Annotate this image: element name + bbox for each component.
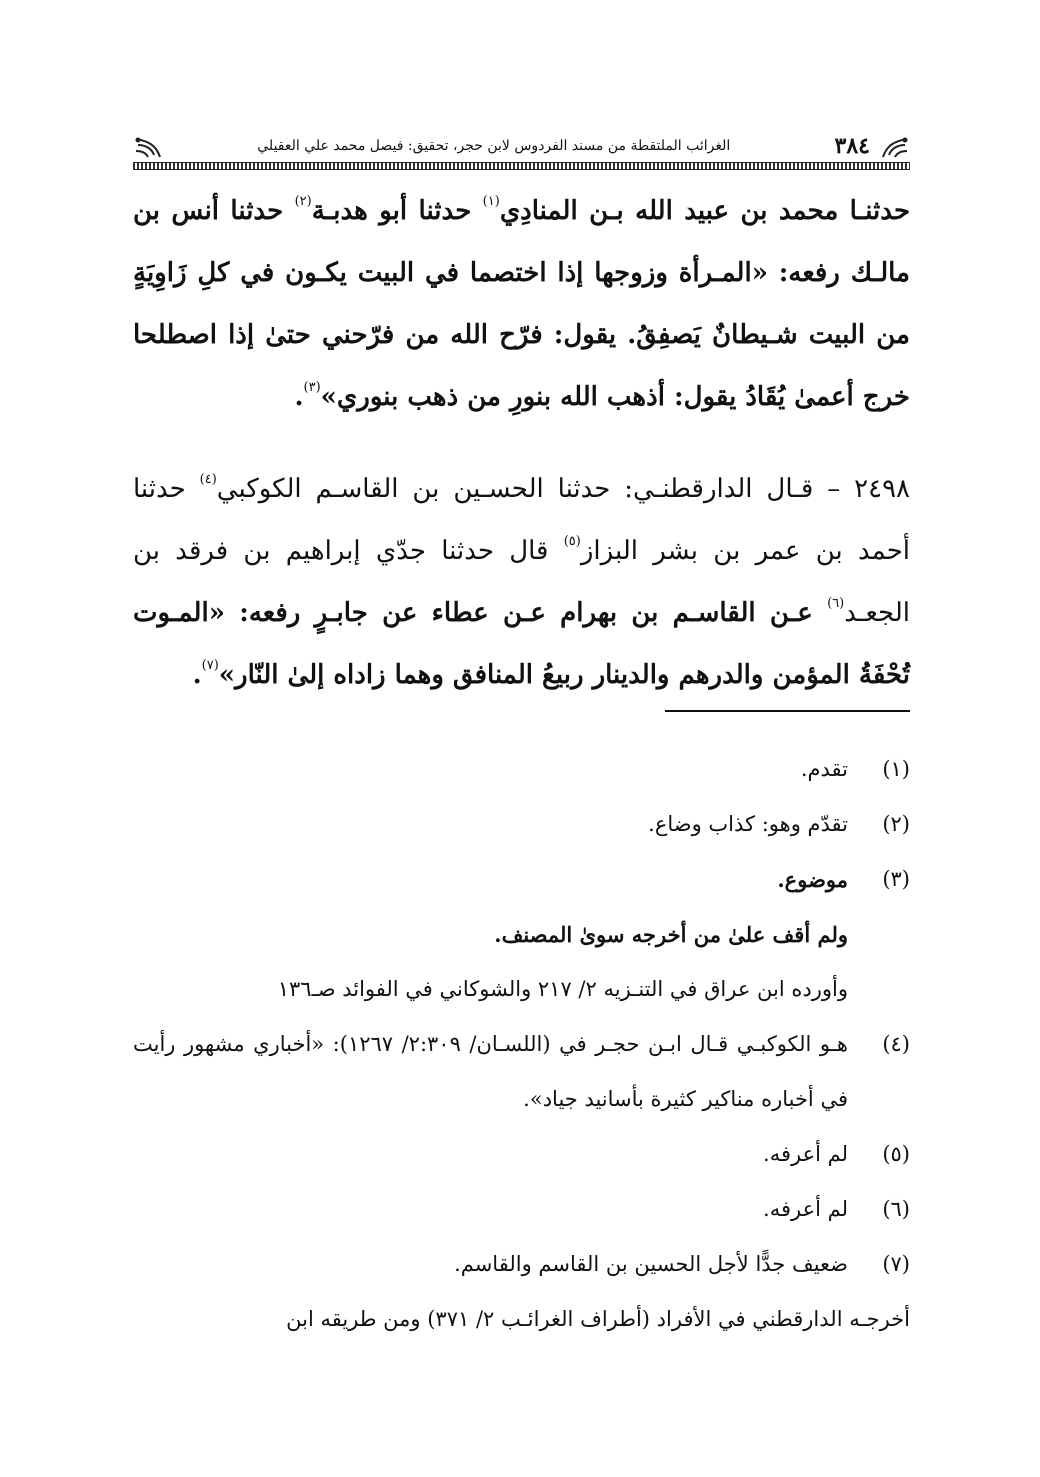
footnote-3-line-3 bbox=[133, 962, 910, 1017]
footnote-text: ضعيف جدًّا لأجل الحسين بن القاسم والقاسم. bbox=[454, 1252, 848, 1276]
footnote-text: تقدّم وهو: كذاب وضاع. bbox=[648, 812, 848, 836]
footnote-4 bbox=[133, 1017, 910, 1127]
footnote-ref-2[interactable]: (٢) bbox=[294, 194, 312, 209]
header-row bbox=[133, 128, 910, 160]
paragraph-2-a: ٢٤٩٨ – قـال الدارقطنـي: حدثنا الحسـين بن القاسـم الكوكبي bbox=[216, 474, 910, 504]
paragraph-2-e: . bbox=[192, 660, 202, 690]
footnote-number: (٤) bbox=[882, 1032, 910, 1056]
footnote-text: لم أعرفه. bbox=[763, 1197, 848, 1221]
footnote-ref-4[interactable]: (٤) bbox=[199, 472, 217, 487]
ornament-right-icon bbox=[880, 134, 910, 160]
footnote-2 bbox=[133, 797, 910, 852]
footnote-1 bbox=[133, 742, 910, 797]
footnote-number: (١) bbox=[882, 757, 910, 781]
footnote-text: هـو الكوكبـي قـال ابـن حجـر في (اللسـان/ ٢:٣٠٩/ ١٢٦٧): «أخباري مشهور رأيت في أخباره مناكير كثيرة بأسانيد جياد». bbox=[133, 1032, 848, 1111]
footnote-text: لم أعرفه. bbox=[763, 1142, 848, 1166]
paragraph-1-a: حدثنـا محمد بن عبيد الله بـن المنادِي bbox=[499, 196, 911, 226]
footnote-ref-7[interactable]: (٧) bbox=[201, 658, 219, 673]
footnote-7 bbox=[133, 1237, 910, 1292]
header-rule bbox=[133, 162, 910, 170]
footnote-5 bbox=[133, 1127, 910, 1182]
footnote-number: (٣) bbox=[882, 867, 910, 891]
paragraph-2 bbox=[133, 458, 910, 706]
paragraph-1-b: حدثنا أبو هدبـة bbox=[311, 196, 483, 226]
footnote-ref-6[interactable]: (٦) bbox=[827, 596, 845, 611]
footnote-text: ولم أقف علىٰ من أخرجه سوىٰ المصنف. bbox=[494, 922, 848, 947]
footnote-3 bbox=[133, 852, 910, 907]
footnote-number: (٦) bbox=[882, 1197, 910, 1221]
footnote-ref-3[interactable]: (٣) bbox=[303, 380, 321, 395]
footnote-number: (٥) bbox=[882, 1142, 910, 1166]
footnote-separator bbox=[665, 710, 910, 712]
footnote-6 bbox=[133, 1182, 910, 1237]
paragraph-2-c: قال حدثنا جدّي إبراهيم بن فرقد بن الجعـد bbox=[133, 536, 910, 628]
footnote-text: أخرجـه الدارقطني في الأفراد (أطراف الغرائـب ٢/ ٣٧١) ومن طريقه ابن bbox=[286, 1307, 910, 1331]
footnote-text: تقدم. bbox=[800, 757, 848, 781]
footnote-text: موضوع. bbox=[777, 867, 848, 892]
paragraph-2-b: حدثنا أحمد بن عمر بن بشر البزاز bbox=[133, 474, 910, 566]
page-number: ٣٨٤ bbox=[834, 133, 870, 159]
footnotes bbox=[133, 742, 910, 1347]
paragraph-1-c: حدثنا أنس بن مالـك رفعه: «المـرأة وزوجها إذا اختصما في البيت يكـون في كلِ زَاوِيَةٍ من البيت شـيطانٌ يَصفِقُ. يقول: فرّح الله من فرّحني حتىٰ إذا اصطلحا خرج أعمىٰ يُقَادُ يقول: أذهب الله بنورِ من ذهب بنوري» bbox=[133, 196, 910, 412]
paragraph-1 bbox=[133, 180, 910, 428]
paragraph-1-d: . bbox=[294, 382, 304, 412]
footnote-number: (٧) bbox=[882, 1252, 910, 1276]
footnote-3-line-2 bbox=[133, 907, 910, 962]
running-header bbox=[133, 128, 910, 176]
footnote-number: (٢) bbox=[882, 812, 910, 836]
running-title: الغرائب الملتقطة من مسند الفردوس لابن حجر، تحقيق: فيصل محمد علي العقيلي bbox=[257, 138, 731, 154]
footnote-7-line-2 bbox=[133, 1292, 910, 1347]
footnote-text: وأورده ابن عراق في التنـزيه ٢/ ٢١٧ والشوكاني في الفوائد صـ١٣٦ bbox=[277, 977, 848, 1001]
ornament-left-icon bbox=[133, 134, 163, 160]
footnote-ref-5[interactable]: (٥) bbox=[563, 534, 581, 549]
paragraph-2-d: عـن القاسـم بن بهرام عـن عطاء عن جابـرٍ رفعه: «المـوت تُحْفَةُ المؤمن والدرهم والدينار ربيعُ المنافق وهما زاداه إلىٰ النّار» bbox=[133, 598, 910, 690]
footnote-ref-1[interactable]: (١) bbox=[482, 194, 500, 209]
